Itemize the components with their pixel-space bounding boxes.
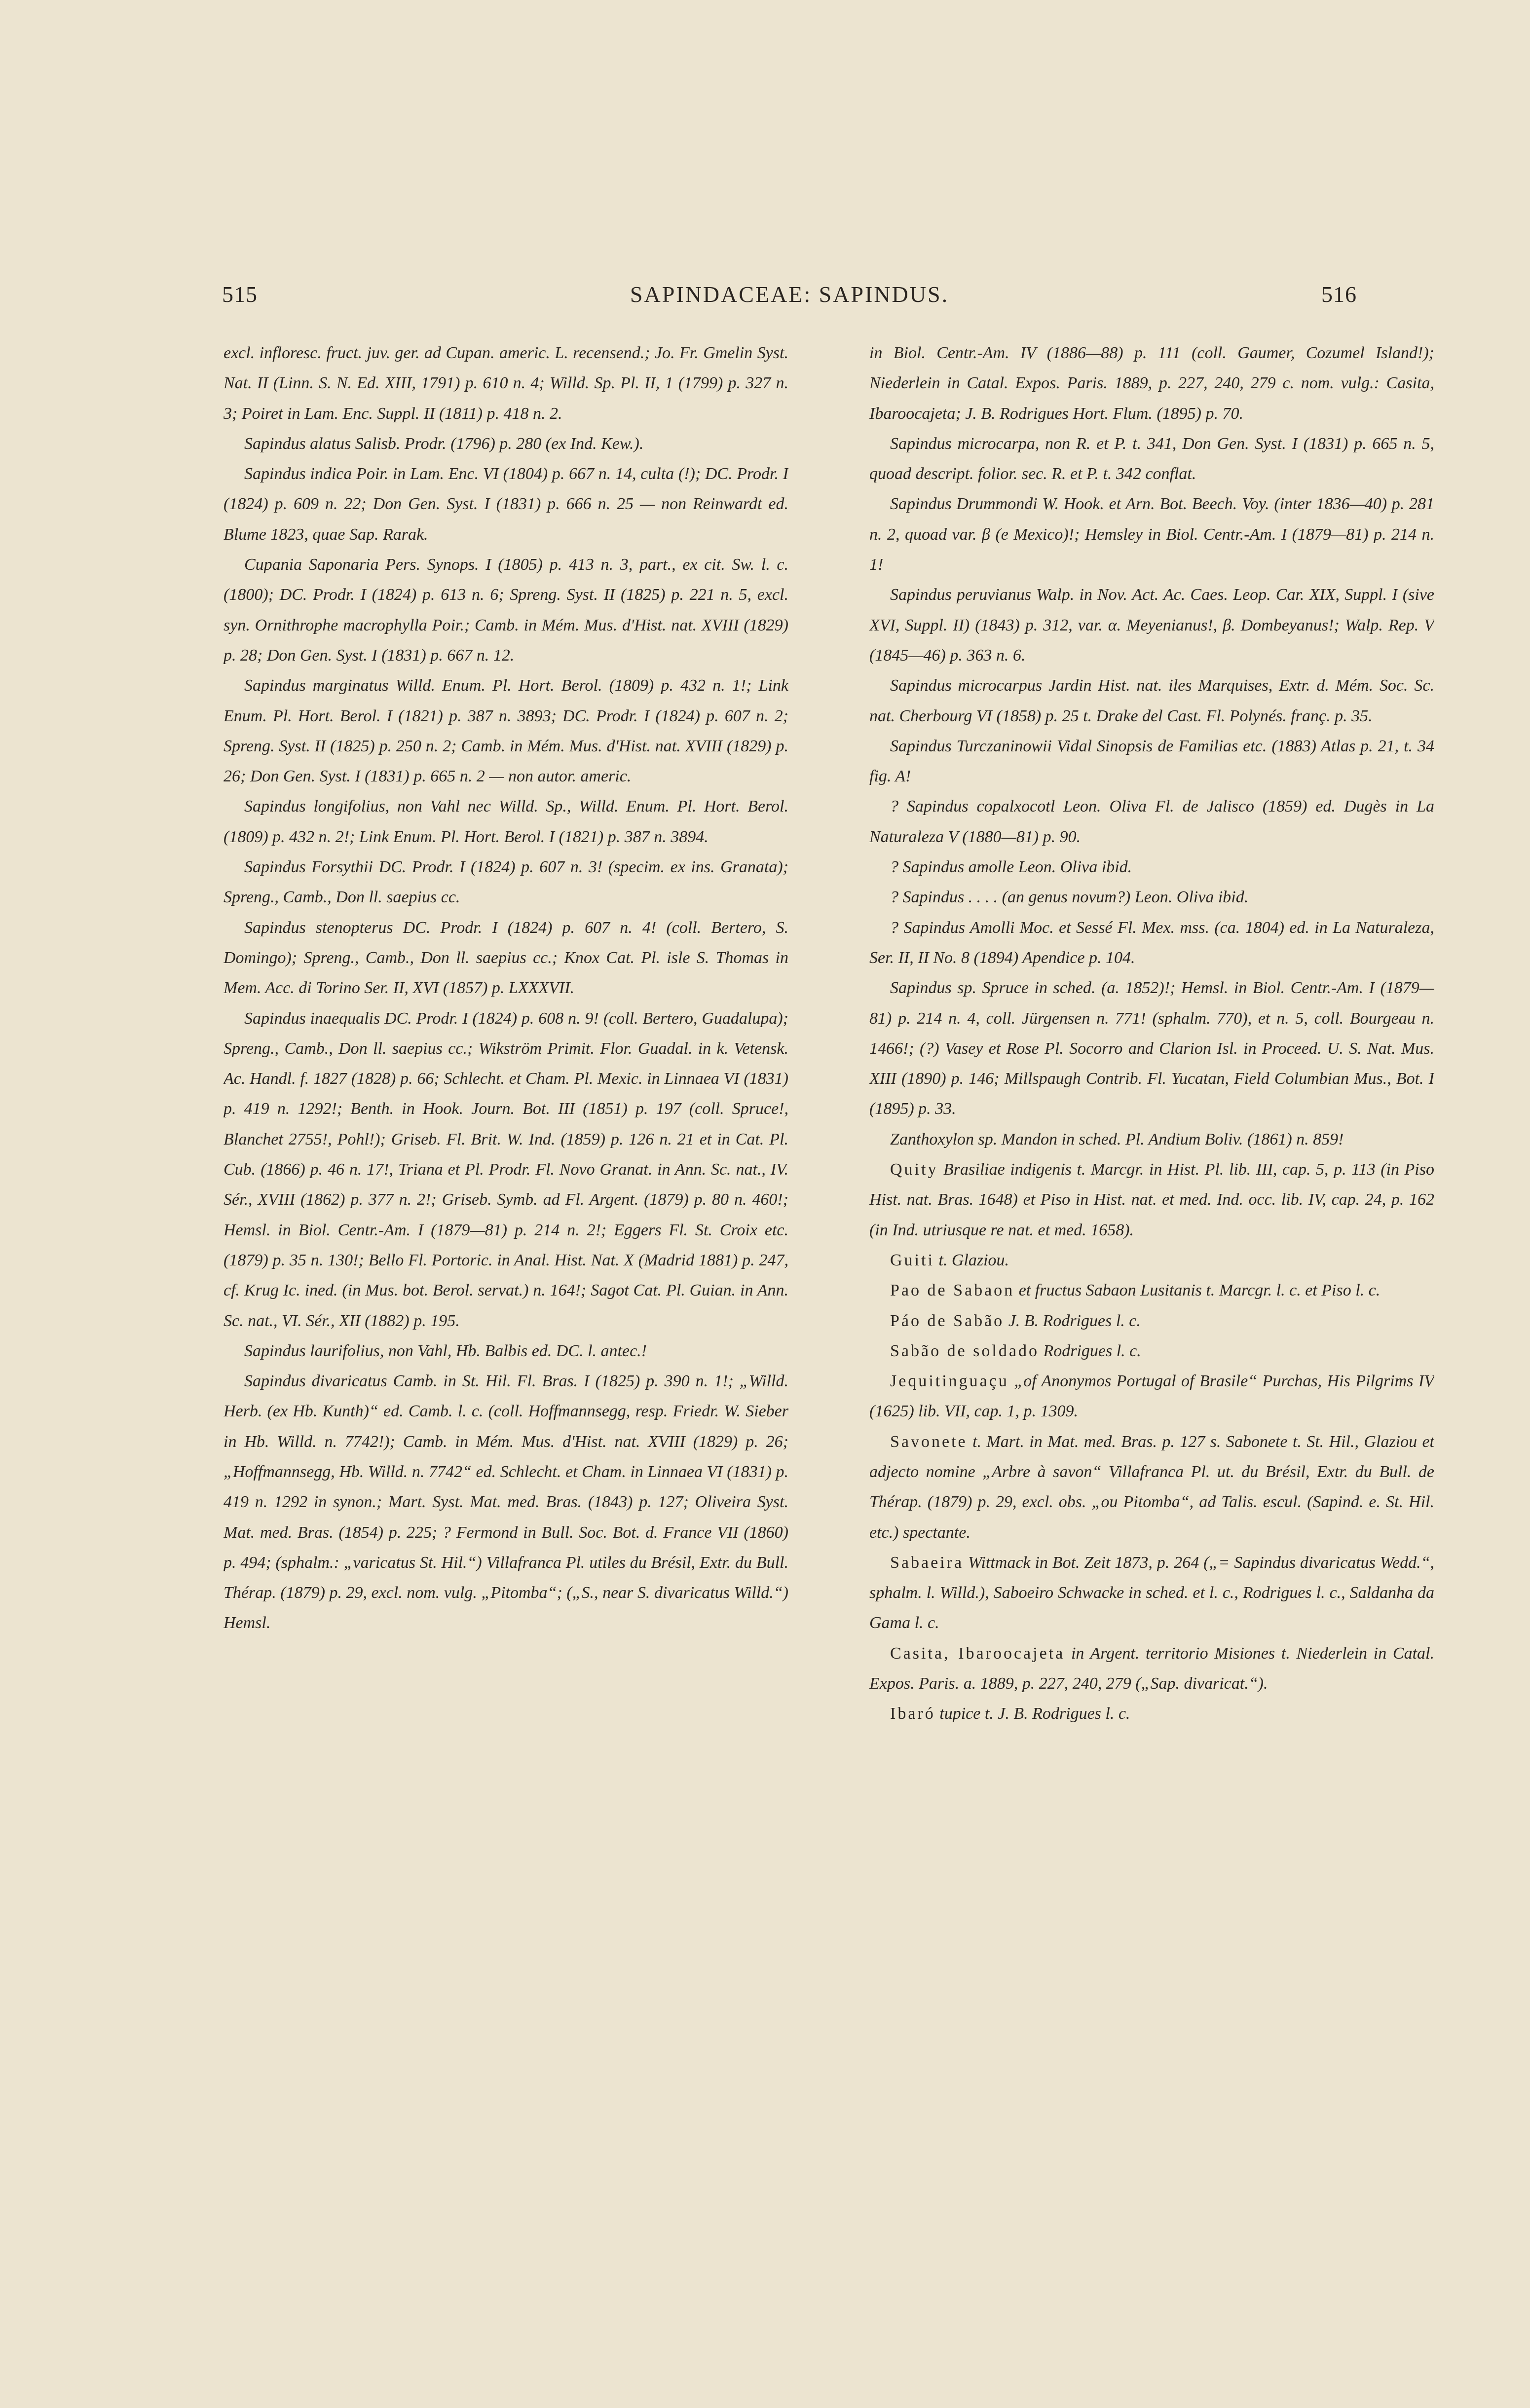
vernacular-name-entry — [869, 1336, 1434, 1366]
vernacular-name-entry — [869, 1427, 1434, 1548]
vernacular-name: Pao de Sabaon — [890, 1281, 1015, 1300]
vernacular-name-entry — [869, 1245, 1434, 1275]
synonym-entry: Sapindus alatus Salisb. Prodr. (1796) p. 280 (ex Ind. Kew.). — [244, 434, 644, 453]
synonym-entry: Sapindus marginatus Willd. Enum. Pl. Hort. Berol. (1809) p. 432 n. 1!; Link Enum. Pl. Hort. Berol. I (1821) p. 387 n. 3893; DC. Prodr. I (1824) p. 607 n. 2; Spreng. Syst. II (1825) p. 250 n. 2; Camb. in Mém. Mus. d'Hist. nat. XVIII (1829) p. 26; Don Gen. Syst. I (1831) p. 665 n. 2 — non autor. americ. — [224, 676, 788, 786]
synonym-entry: Cupania Saponaria Pers. Synops. I (1805) p. 413 n. 3, part., ex cit. Sw. l. c. (1800); DC. Prodr. I (1824) p. 613 n. 6; Spreng. Syst. II (1825) p. 221 n. 5, excl. syn. Ornithrophe macrophylla Poir.; Camb. in Mém. Mus. d'Hist. nat. XVIII (1829) p. 28; Don Gen. Syst. I (1831) p. 667 n. 12. — [224, 556, 788, 665]
synonym-entry: Sapindus microcarpus Jardin Hist. nat. iles Marquises, Extr. d. Mém. Soc. Sc. nat. Cherbourg VI (1858) p. 25 t. Drake del Cast. Fl. Polynés. franç. p. 35. — [869, 676, 1434, 725]
vernacular-citation: et fructus Sabaon Lusitanis t. Marcgr. l. c. et Piso l. c. — [1014, 1281, 1381, 1300]
running-title: SAPINDACEAE: SAPINDUS. — [630, 282, 949, 307]
synonym-entry: ? Sapindus amolle Leon. Oliva ibid. — [890, 858, 1132, 877]
vernacular-citation: Brasiliae indigenis t. Marcgr. in Hist. Pl. lib. III, cap. 5, p. 113 (in Piso Hist. nat. Bras. 1648) et Piso in Hist. nat. et med. Ind. occ. lib. IV, cap. 24, p. 162 (in Ind. utriusque re nat. et med. 1658). — [869, 1160, 1434, 1239]
vernacular-name: Casita, Ibaroocajeta — [890, 1644, 1065, 1663]
vernacular-name-entry — [869, 1275, 1434, 1305]
synonym-entry: Sapindus microcarpa, non R. et P. t. 341, Don Gen. Syst. I (1831) p. 665 n. 5, quoad descript. folior. sec. R. et P. t. 342 conflat. — [869, 434, 1434, 483]
synonym-entry: Sapindus laurifolius, non Vahl, Hb. Balbis ed. DC. l. antec.! — [244, 1341, 647, 1360]
synonym-entry: Sapindus Drummondi W. Hook. et Arn. Bot. Beech. Voy. (inter 1836—40) p. 281 n. 2, quoad var. β (e Mexico)!; Hemsley in Biol. Centr.-Am. I (1879—81) p. 214 n. 1! — [869, 495, 1434, 574]
page-number-left: 515 — [222, 282, 258, 307]
synonym-entry: ? Sapindus copalxocotl Leon. Oliva Fl. de Jalisco (1859) ed. Dugès in La Naturaleza V (1880—81) p. 90. — [869, 797, 1434, 846]
vernacular-name: Páo de Sabão — [890, 1311, 1005, 1330]
vernacular-name: Sabaeira — [890, 1553, 964, 1572]
page-number-right: 516 — [1321, 282, 1357, 307]
synonym-entry: ? Sapindus Amolli Moc. et Sessé Fl. Mex. mss. (ca. 1804) ed. in La Naturaleza, Ser. II, II No. 8 (1894) Apendice p. 104. — [869, 918, 1434, 967]
vernacular-name-entry — [869, 1306, 1434, 1336]
synonym-entry: Sapindus sp. Spruce in sched. (a. 1852)!; Hemsl. in Biol. Centr.-Am. I (1879—81) p. 214 n. 4, coll. Jürgensen n. 771! (sphalm. 770), et n. 5, coll. Bourgeau n. 1466!; (?) Vasey et Rose Pl. Socorro and Clarion Isl. in Proceed. U. S. Nat. Mus. XIII (1890) p. 146; Millspaugh Contrib. Fl. Yucatan, Field Columbian Mus., Bot. I (1895) p. 33. — [869, 979, 1434, 1118]
vernacular-citation: tupice t. J. B. Rodrigues l. c. — [935, 1704, 1130, 1723]
synonym-entry: in Biol. Centr.-Am. IV (1886—88) p. 111 (coll. Gaumer, Cozumel Island!); Niederlein in Catal. Expos. Paris. 1889, p. 227, 240, 279 c. nom. vulg.: Casita, Ibaroocajeta; J. B. Rodrigues Hort. Flum. (1895) p. 70. — [869, 344, 1434, 423]
synonym-entry: Sapindus Turczaninowii Vidal Sinopsis de Familias etc. (1883) Atlas p. 21, t. 34 fig. A! — [869, 737, 1434, 786]
page-header — [222, 281, 1357, 316]
vernacular-name-entry — [869, 1638, 1434, 1699]
left-column — [224, 338, 788, 2311]
vernacular-citation: t. Glaziou. — [934, 1251, 1009, 1269]
synonym-entry: Sapindus stenopterus DC. Prodr. I (1824) p. 607 n. 4! (coll. Bertero, S. Domingo); Spreng., Camb., Don ll. saepius cc.; Knox Cat. Pl. isle S. Thomas in Mem. Acc. di Torino Ser. II, XVI (1857) p. LXXXVII. — [224, 918, 788, 998]
vernacular-citation: t. Mart. in Mat. med. Bras. p. 127 s. Sabonete t. St. Hil., Glaziou et adjecto nomine „Arbre à savon“ Villafranca Pl. ut. du Brésil, Extr. du Bull. de Thérap. (1879) p. 29, excl. obs. „ou Pitomba“, ad Talis. escul. (Sapind. e. St. Hil. etc.) spectante. — [869, 1432, 1434, 1542]
vernacular-citation: „of Anonymos Portugal of Brasile“ Purchas, His Pilgrims IV (1625) lib. VII, cap. 1, p. 1309. — [869, 1372, 1434, 1421]
synonym-entry: excl. infloresc. fruct. juv. ger. ad Cupan. americ. L. recensend.; Jo. Fr. Gmelin Syst. Nat. II (Linn. S. N. Ed. XIII, 1791) p. 610 n. 4; Willd. Sp. Pl. II, 1 (1799) p. 327 n. 3; Poiret in Lam. Enc. Suppl. II (1811) p. 418 n. 2. — [224, 344, 788, 423]
vernacular-name-entry — [869, 1699, 1434, 1729]
synonym-entry: Sapindus longifolius, non Vahl nec Willd. Sp., Willd. Enum. Pl. Hort. Berol. (1809) p. 432 n. 2!; Link Enum. Pl. Hort. Berol. I (1821) p. 387 n. 3894. — [224, 797, 788, 846]
synonym-entry: Sapindus Forsythii DC. Prodr. I (1824) p. 607 n. 3! (specim. ex ins. Granata); Spreng., Camb., Don ll. saepius cc. — [224, 858, 788, 907]
synonym-entry: Sapindus inaequalis DC. Prodr. I (1824) p. 608 n. 9! (coll. Bertero, Guadalupa); Spreng., Camb., Don ll. saepius cc.; Wikström Primit. Flor. Guadal. in k. Vetensk. Ac. Handl. f. 1827 (1828) p. 66; Schlecht. et Cham. Pl. Mexic. in Linnaea VI (1831) p. 419 n. 1292!; Benth. in Hook. Journ. Bot. III (1851) p. 197 (coll. Spruce!, Blanchet 2755!, Pohl!); Griseb. Fl. Brit. W. Ind. (1859) p. 126 n. 21 et in Cat. Pl. Cub. (1866) p. 46 n. 17!, Triana et Pl. Prodr. Fl. Novo Granat. in Ann. Sc. nat., IV. Sér., XVIII (1862) p. 377 n. 2!; Griseb. Symb. ad Fl. Argent. (1879) p. 80 n. 460!; Hemsl. in Biol. Centr.-Am. I (1879—81) p. 214 n. 2!; Eggers Fl. St. Croix etc. (1879) p. 35 n. 130!; Bello Fl. Portoric. in Anal. Hist. Nat. X (Madrid 1881) p. 247, cf. Krug Ic. ined. (in Mus. bot. Berol. servat.) n. 164!; Sagot Cat. Pl. Guian. in Ann. Sc. nat., VI. Sér., XII (1882) p. 195. — [224, 1009, 788, 1330]
vernacular-name: Guiti — [890, 1251, 934, 1269]
synonym-entry: ? Sapindus . . . . (an genus novum?) Leon. Oliva ibid. — [890, 888, 1249, 907]
vernacular-name-entry — [869, 1154, 1434, 1245]
vernacular-name: Ibaró — [890, 1704, 935, 1723]
synonym-entry: Sapindus peruvianus Walp. in Nov. Act. Ac. Caes. Leop. Car. XIX, Suppl. I (sive XVI, Suppl. II) (1843) p. 312, var. α. Meyenianus!, β. Dombeyanus!; Walp. Rep. V (1845—46) p. 363 n. 6. — [869, 586, 1434, 665]
vernacular-citation: in Argent. territorio Misiones t. Niederlein in Catal. Expos. Paris. a. 1889, p. 227, 240, 279 („Sap. divaricat.“). — [869, 1644, 1434, 1693]
synonym-entry: Sapindus divaricatus Camb. in St. Hil. Fl. Bras. I (1825) p. 390 n. 1!; „Willd. Herb. (ex Hb. Kunth)“ ed. Camb. l. c. (coll. Hoffmannsegg, resp. Friedr. W. Sieber in Hb. Willd. n. 7742!); Camb. in Mém. Mus. d'Hist. nat. XVIII (1829) p. 26; „Hoffmannsegg, Hb. Willd. n. 7742“ ed. Schlecht. et Cham. in Linnaea VI (1831) p. 419 n. 1292 in synon.; Mart. Syst. Mat. med. Bras. (1843) p. 127; Oliveira Syst. Mat. med. Bras. (1854) p. 225; ? Fermond in Bull. Soc. Bot. d. France VII (1860) p. 494; (sphalm.: „varicatus St. Hil.“) Villafranca Pl. utiles du Brésil, Extr. du Bull. Thérap. (1879) p. 29, excl. nom. vulg. „Pitomba“; („S., near S. divaricatus Willd.“) Hemsl. — [224, 1372, 788, 1632]
vernacular-name-entry — [869, 1548, 1434, 1638]
synonym-entry: Sapindus indica Poir. in Lam. Enc. VI (1804) p. 667 n. 14, culta (!); DC. Prodr. I (1824) p. 609 n. 22; Don Gen. Syst. I (1831) p. 666 n. 25 — non Reinwardt ed. Blume 1823, quae Sap. Rarak. — [224, 465, 788, 544]
vernacular-name: Quity — [890, 1160, 938, 1179]
vernacular-citation: Wittmack in Bot. Zeit 1873, p. 264 („= Sapindus divaricatus Wedd.“, sphalm. l. Willd.), Saboeiro Schwacke in sched. et l. c., Rodrigues l. c., Saldanha da Gama l. c. — [869, 1553, 1434, 1632]
vernacular-name: Savonete — [890, 1432, 968, 1451]
right-column — [869, 338, 1434, 2311]
vernacular-name-entry — [869, 1366, 1434, 1427]
vernacular-citation: J. B. Rodrigues l. c. — [1004, 1311, 1141, 1330]
vernacular-name: Sabão de soldado — [890, 1341, 1039, 1360]
vernacular-citation: Rodrigues l. c. — [1039, 1341, 1141, 1360]
vernacular-name: Jequitinguaçu — [890, 1372, 1009, 1391]
synonym-entry: Zanthoxylon sp. Mandon in sched. Pl. Andium Boliv. (1861) n. 859! — [890, 1130, 1344, 1148]
